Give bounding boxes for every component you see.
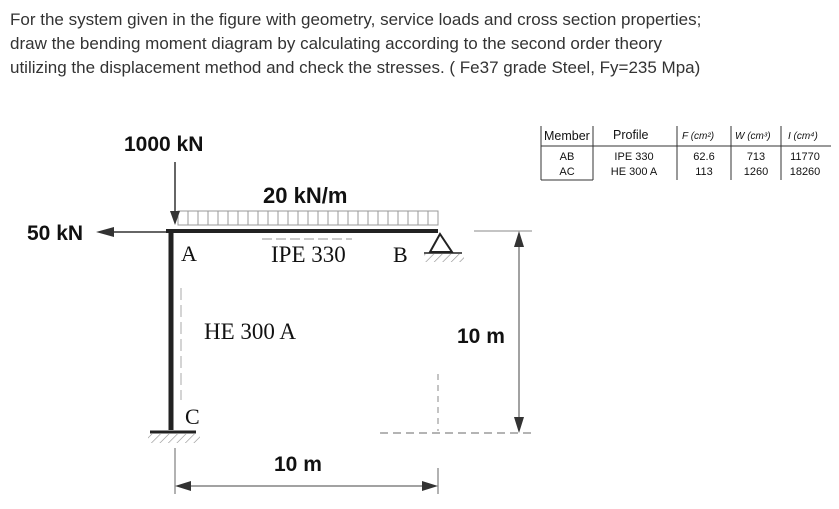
table-header-inertia: I (cm⁴)	[788, 131, 818, 142]
pin-support-b	[424, 234, 464, 262]
span-dimension-label: 10 m	[274, 453, 322, 476]
node-b-label: B	[393, 242, 408, 267]
table-cell: 62.6	[693, 151, 715, 163]
table-cell: IPE 330	[614, 151, 654, 163]
problem-line-3: utilizing the displacement method and check the stresses. ( Fe37 grade Steel, Fy=235 Mpa)	[10, 58, 701, 77]
distributed-load	[178, 211, 438, 225]
table-header-member: Member	[544, 129, 590, 143]
table-cell: HE 300 A	[610, 166, 658, 178]
horizontal-load-arrow	[96, 227, 166, 237]
beam-profile-label: IPE 330	[271, 242, 346, 267]
table-cell: 713	[746, 151, 766, 163]
problem-line-2: draw the bending moment diagram by calculating according to the second order theory	[10, 34, 663, 53]
table-cell: 18260	[789, 166, 821, 178]
node-a-label: A	[181, 241, 197, 266]
table-cell: AC	[559, 166, 575, 178]
problem-line-1: For the system given in the figure with geometry, service loads and cross section properties;	[10, 10, 702, 29]
table-header-section-modulus: W (cm³)	[735, 131, 771, 142]
distributed-load-label: 20 kN/m	[263, 183, 348, 208]
table-header-area: F (cm²)	[682, 131, 715, 142]
properties-table	[541, 126, 831, 180]
node-c-label: C	[185, 404, 200, 429]
vertical-load-label: 1000 kN	[124, 133, 204, 156]
height-dimension-label: 10 m	[457, 325, 505, 348]
table-cell: 113	[695, 166, 713, 178]
fixed-support-c	[148, 432, 200, 443]
table-cell: AB	[559, 151, 575, 163]
table-cell: 11770	[790, 151, 820, 163]
horizontal-load-label: 50 kN	[27, 222, 84, 245]
table-cell: 1260	[743, 166, 769, 178]
table-header-profile: Profile	[613, 128, 649, 142]
column-profile-label: HE 300 A	[204, 319, 296, 344]
